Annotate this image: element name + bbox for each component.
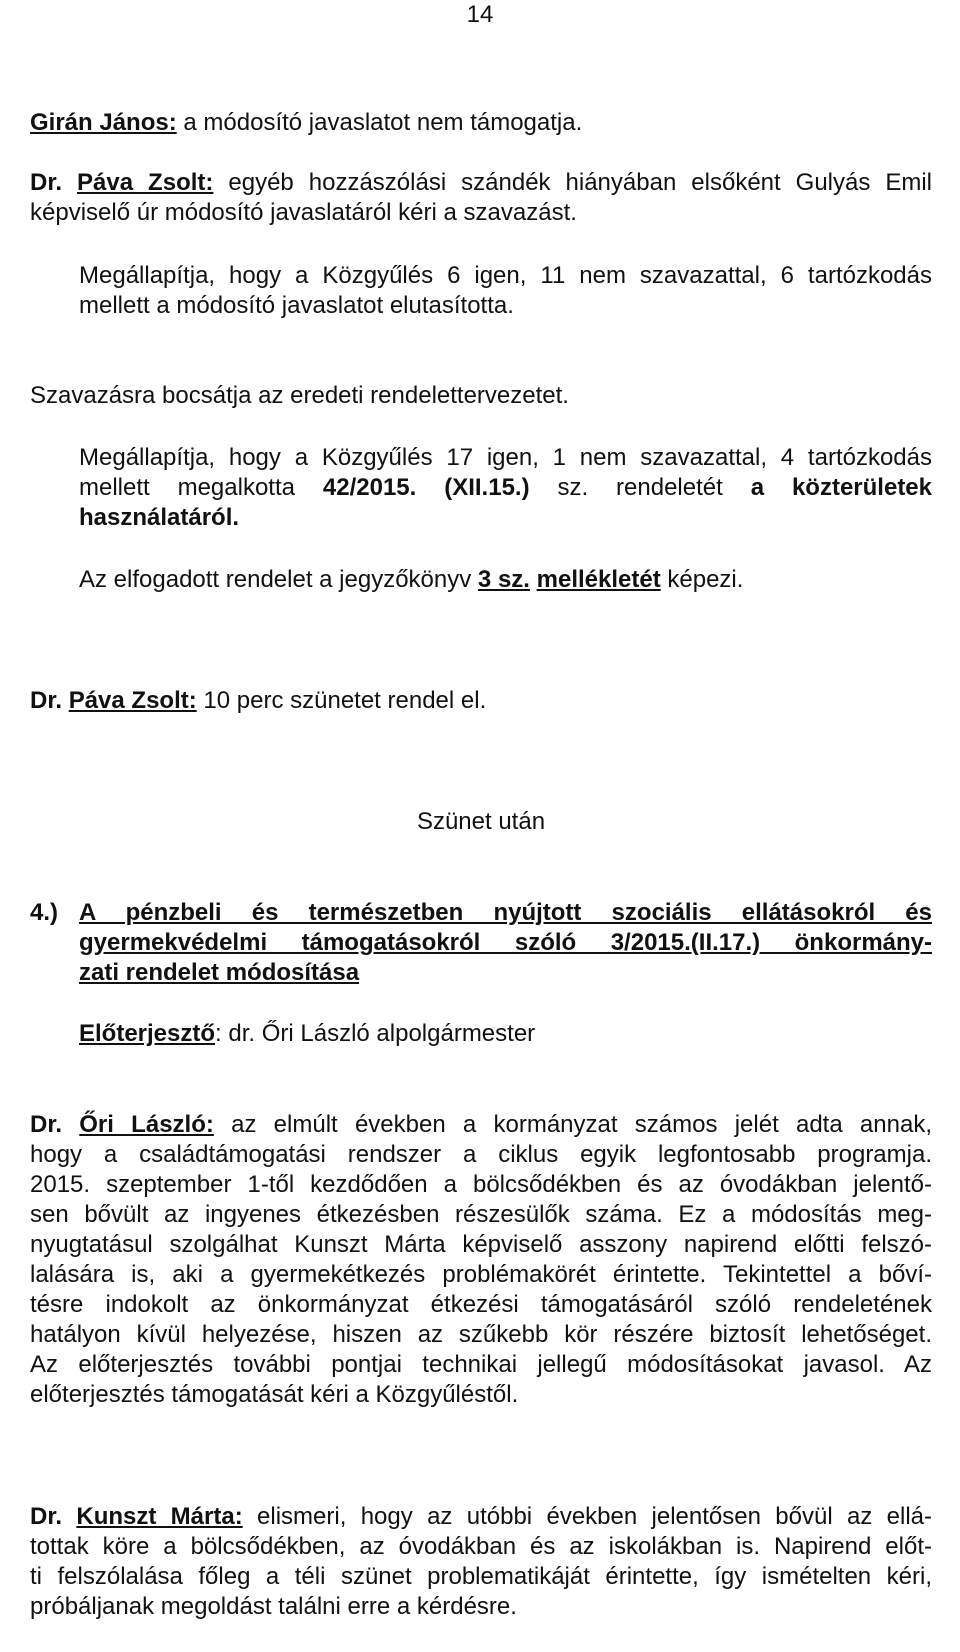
paragraph-text: Szavazásra bocsátja az eredeti rendelettervezetet. — [30, 382, 569, 409]
space — [530, 566, 537, 593]
annex-label: mellékletét — [536, 566, 661, 593]
paragraph-line: tottak köre a bölcsődékben, az óvodákban és az iskolákban is. Napirend előt- — [30, 1533, 932, 1560]
paragraph-vote-result-2 — [79, 443, 932, 533]
paragraph-ori — [30, 1110, 932, 1410]
paragraph-line: Az előterjesztés további pontjai technikai jellegű módosításokat javasol. Az — [30, 1351, 932, 1378]
paragraph-text: elismeri, hogy az utóbbi években jelentősen bővül az ellá- — [242, 1503, 933, 1530]
paragraph-text: a módosító javaslatot nem támogatja. — [176, 109, 583, 136]
agenda-title — [79, 898, 932, 988]
page-number: 14 — [466, 1, 494, 28]
agenda-title-line: zati rendelet módosítása — [79, 959, 360, 986]
paragraph-line — [30, 1110, 932, 1140]
paragraph-line: lalására is, aki a gyermekétkezés problémakörét érintette. Tekintettel a bőví- — [30, 1261, 932, 1288]
speaker-name: Kunszt Márta: — [76, 1503, 243, 1530]
speaker-name: Páva Zsolt: — [68, 687, 197, 714]
paragraph-vote-call — [30, 381, 932, 411]
paragraph-line: előterjesztés támogatását kéri a Közgyűléstől. — [30, 1381, 519, 1408]
paragraph-vote-result-1 — [79, 261, 932, 321]
paragraph-giran — [30, 108, 932, 138]
paragraph-text: 10 perc szünetet rendel el. — [196, 687, 487, 714]
paragraph-line: hogy a családtámogatási rendszer a ciklus egyik legfontosabb programja. — [30, 1141, 932, 1168]
decree-title: a közterületek használatáról. — [79, 474, 933, 531]
speaker-title: Dr. — [30, 1111, 63, 1138]
paragraph-pava-2 — [30, 686, 932, 716]
paragraph-line — [30, 1502, 932, 1532]
agenda-presenter — [79, 1019, 932, 1049]
paragraph-line: 2015. szeptember 1-től kezdődően a bölcsődékben és az óvodákban jelentő- — [30, 1171, 932, 1198]
paragraph-line: tésre indokolt az önkormányzat étkezési támogatásáról szóló rendeletének — [30, 1291, 932, 1318]
paragraph-line: hatályon kívül helyezése, hiszen az szűkebb kör részére biztosít lehetőséget. — [30, 1321, 932, 1348]
agenda-title-line: A pénzbeli és természetben nyújtott szociális ellátásokról és — [79, 899, 932, 926]
paragraph-line: próbáljanak megoldást találni erre a kérdésre. — [30, 1593, 517, 1620]
break-label: Szünet után — [416, 808, 546, 835]
decree-number: 42/2015. (XII.15.) — [322, 474, 530, 501]
paragraph-text: Az elfogadott rendelet a jegyzőkönyv — [79, 566, 478, 593]
speaker-title: Dr. — [30, 1503, 63, 1530]
presenter-text: : dr. Őri László alpolgármester — [215, 1020, 536, 1047]
agenda-number-text: 4.) — [30, 899, 59, 926]
speaker-name: Páva Zsolt: — [77, 169, 214, 196]
speaker-title: Dr. — [30, 687, 63, 714]
paragraph-line: ti felszólalása főleg a téli szünet problematikáját érintette, így ismételten kéri, — [30, 1563, 932, 1590]
agenda-title-line: gyermekvédelmi támogatásokról szóló 3/2015.(II.17.) önkormány- — [79, 929, 932, 956]
paragraph-annex — [79, 565, 932, 595]
paragraph-line: sen bővült az ingyenes étkezésben részesülők száma. Ez a módosítás meg- — [30, 1201, 932, 1228]
speaker-name: Őri László: — [79, 1111, 214, 1138]
annex-number: 3 sz. — [477, 566, 530, 593]
speaker-title: Dr. — [30, 169, 63, 196]
paragraph-text: sz. rendeletét — [529, 474, 751, 501]
paragraph-text: képezi. — [660, 566, 744, 593]
paragraph-text: Megállapítja, hogy a Közgyűlés 6 igen, 11 nem szavazattal, 6 tartózkodás mellett a módosító javaslatot elutasította. — [79, 262, 932, 319]
paragraph-line: nyugtatásul szolgálhat Kunszt Márta képviselő asszony napirend előtti felszó- — [30, 1231, 932, 1258]
paragraph-pava-1 — [30, 168, 932, 228]
speaker-name: Girán János: — [30, 109, 177, 136]
paragraph-text: az elmúlt években a kormányzat számos jelét adta annak, — [213, 1111, 932, 1138]
paragraph-text: Megállapítja, hogy a Közgyűlés 17 igen, 1 nem szavazattal, 4 tartózkodás mellett megalkotta — [79, 444, 932, 501]
presenter-label: Előterjesztő — [79, 1020, 216, 1047]
paragraph-kunszt — [30, 1502, 932, 1622]
paragraph-text: egyéb hozzászólási szándék hiányában elsőként Gulyás Emil képviselő úr módosító javaslatáról kéri a szavazást. — [30, 169, 933, 226]
